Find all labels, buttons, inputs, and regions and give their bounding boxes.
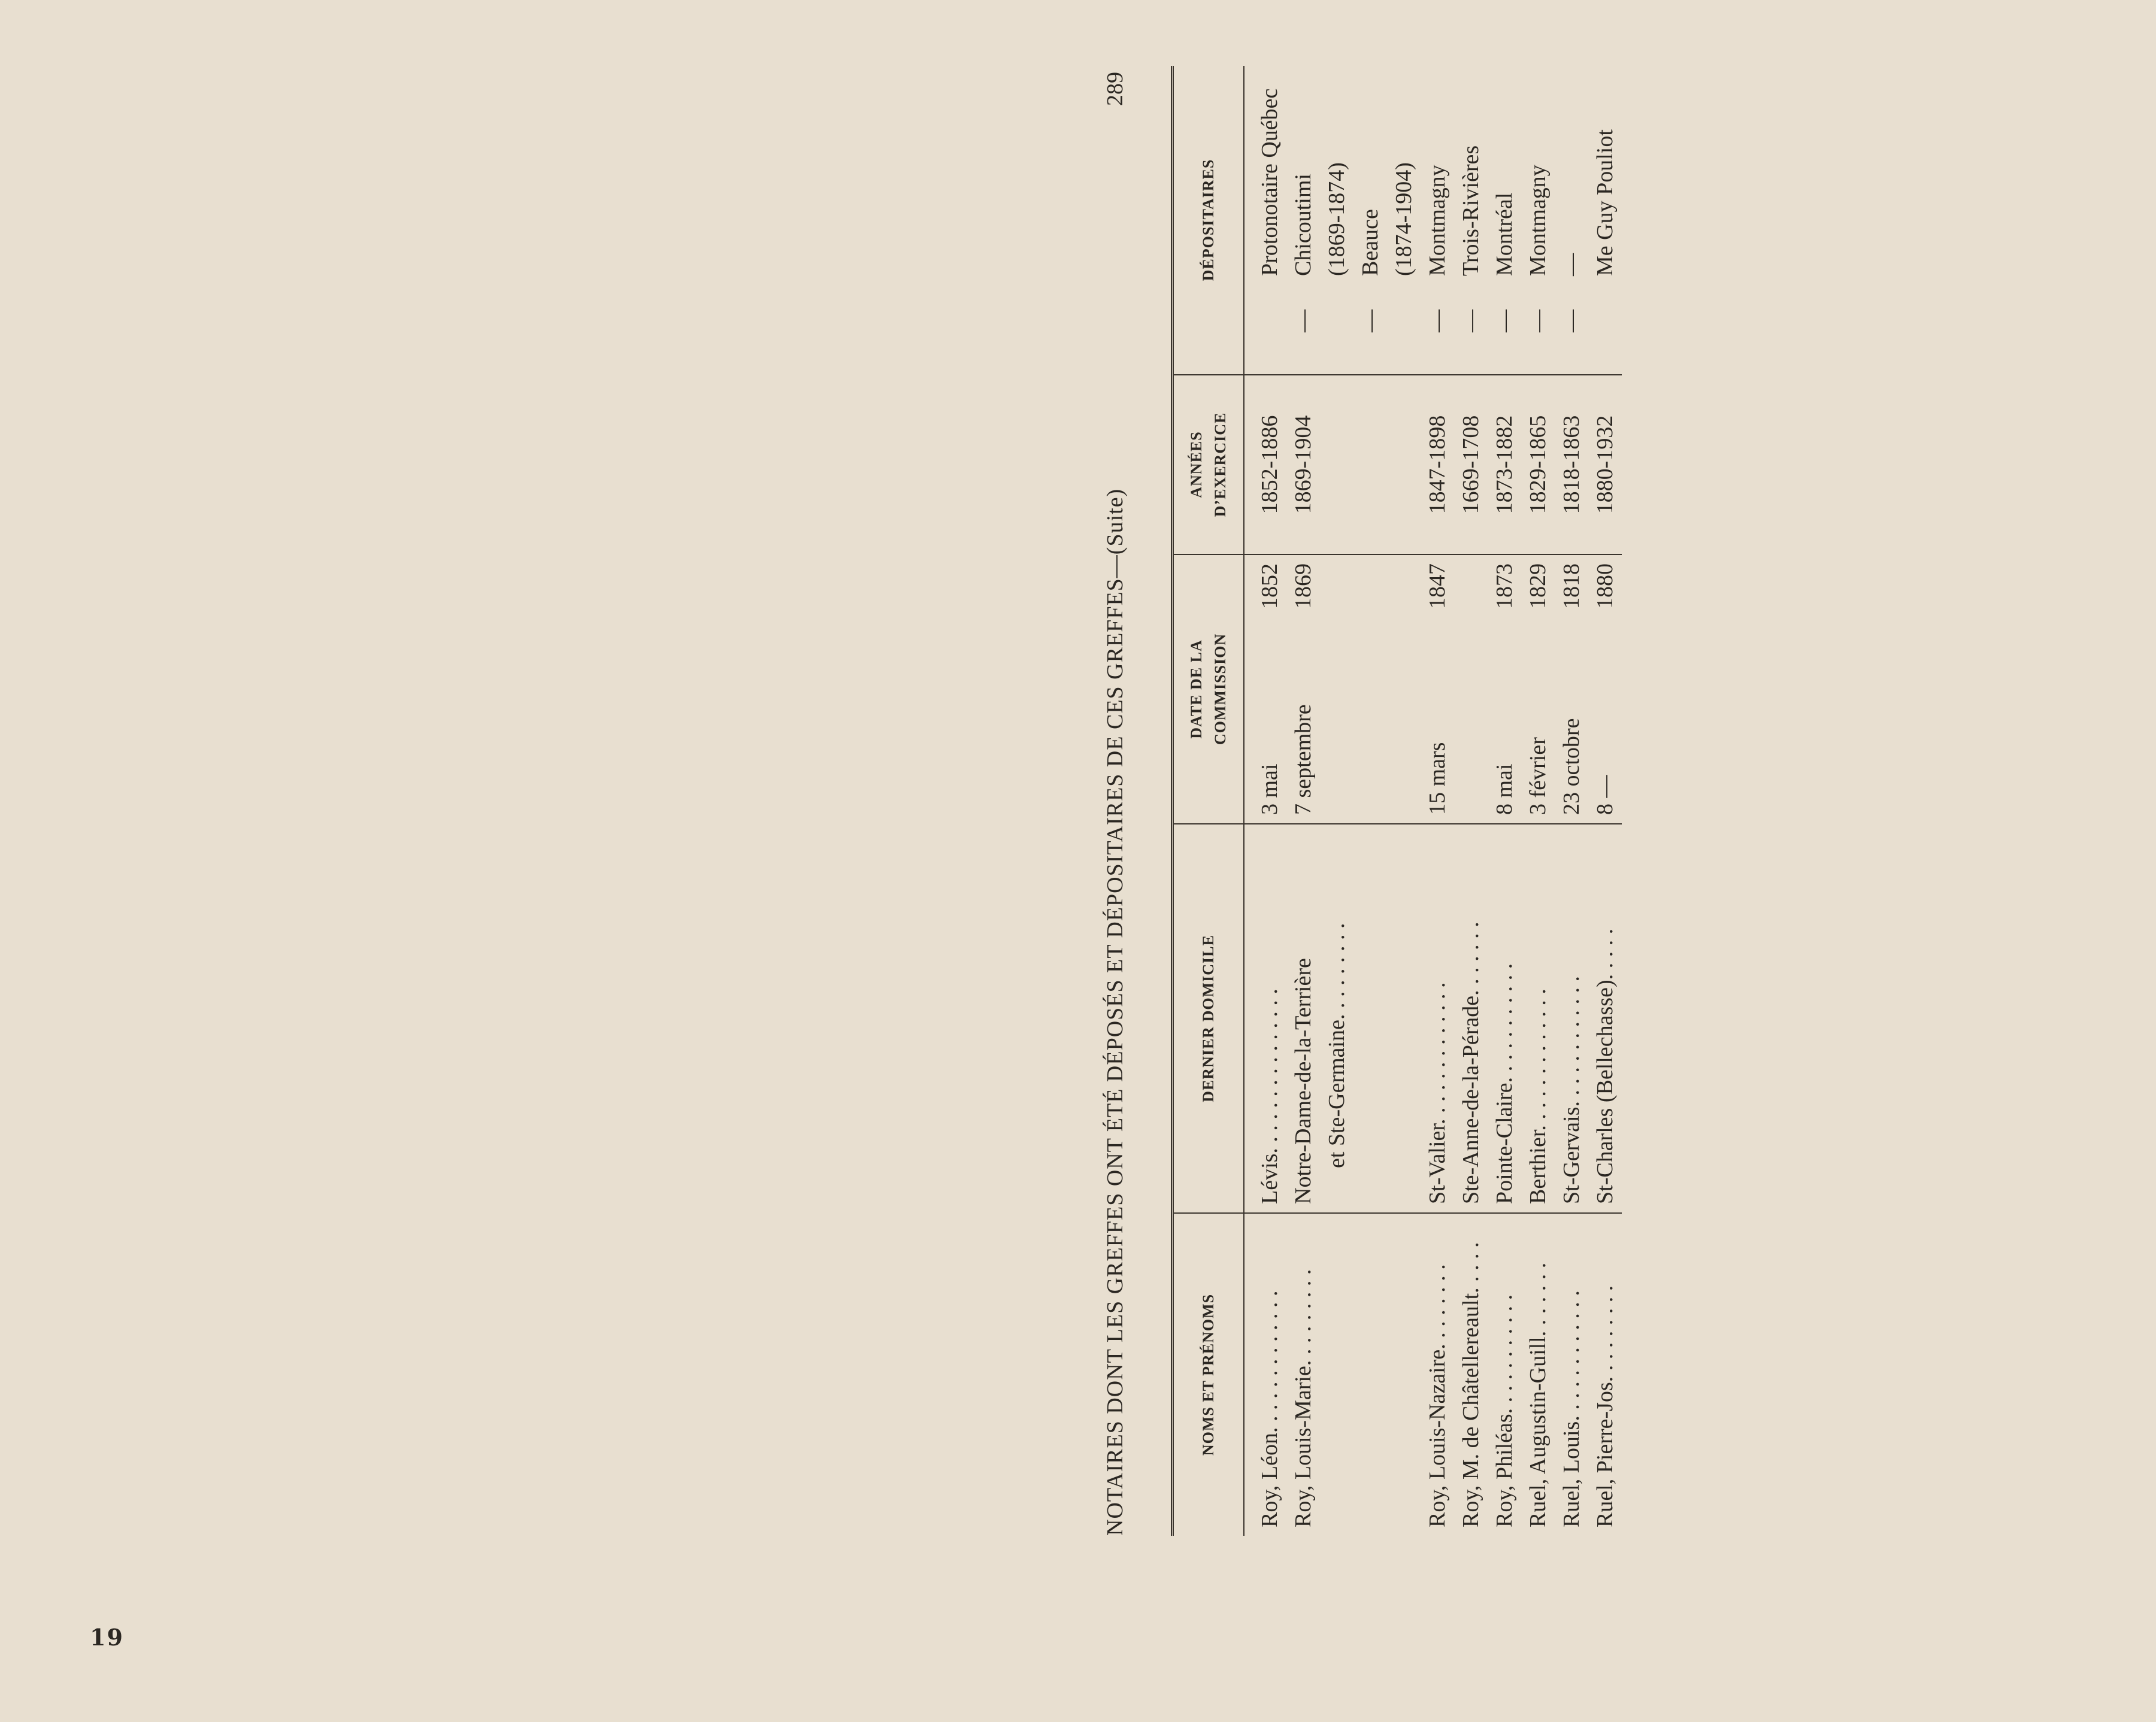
depositaire-cell (1421, 66, 1454, 375)
commission-date (1421, 563, 1454, 815)
commission-day-month: 8 — (1592, 775, 1618, 815)
depositaire-line: Montmagny (1425, 165, 1450, 276)
title-row (1102, 54, 1156, 1611)
commission-day-month: 23 octobre (1559, 718, 1584, 815)
years-cell: 1880-1932 (1588, 375, 1622, 554)
leader-dots: . . . . . . . . . . . . . (1525, 989, 1551, 1131)
years-cell: 1847-1898 (1421, 375, 1454, 554)
domicile-text-2: et Ste-Germaine (1324, 1020, 1349, 1168)
rotated-page-content (1102, 54, 2156, 1611)
depositaire-content (1555, 74, 1588, 366)
commission-date-cell (1421, 554, 1454, 824)
domicile-cell (1421, 824, 1454, 1213)
depositaire-line: Trois-Rivières (1458, 145, 1483, 276)
domicile-text: Ste-Anne-de-la-Pérade (1458, 995, 1483, 1204)
commission-date-cell (1488, 554, 1521, 824)
years-cell (1353, 375, 1421, 554)
name-cell (1521, 1213, 1555, 1536)
years-cell: 1818-1863 (1555, 375, 1588, 554)
depositaire-line: — (1559, 253, 1584, 276)
depositaire-line: (1874-1904) (1391, 162, 1416, 276)
commission-year: 1880 (1592, 563, 1618, 609)
domicile-text: Pointe-Claire (1492, 1083, 1517, 1204)
depositaire-content (1286, 74, 1353, 366)
notaries-table (1171, 66, 1622, 1536)
domicile-cell (1286, 824, 1353, 1213)
years-cell: 1869-1904 (1286, 375, 1353, 554)
name-text: Roy, Louis-Nazaire (1425, 1349, 1450, 1527)
depositaire-ditto (1253, 276, 1286, 366)
name-text: Roy, M. de Châtellereault (1458, 1293, 1483, 1527)
commission-date-cell (1353, 554, 1421, 824)
commission-date (1253, 563, 1286, 815)
domicile-text: St-Charles (Bellechasse) (1592, 980, 1618, 1204)
name-cell (1588, 1213, 1622, 1536)
domicile-cell (1488, 824, 1521, 1213)
name-cell (1555, 1213, 1588, 1536)
table-row (1488, 66, 1521, 1536)
domicile-text: St-Valier (1425, 1124, 1450, 1204)
header-row (1173, 66, 1244, 1536)
domicile-cell (1521, 824, 1555, 1213)
leader-dots: . . . . . (1458, 1242, 1483, 1293)
domicile-cell (1588, 824, 1622, 1213)
page-number-top: 289 (1103, 72, 1128, 106)
depositaire-lines (1454, 145, 1488, 276)
depositaire-line: (1869-1874) (1324, 162, 1349, 276)
depositaire-ditto: — (1525, 310, 1551, 332)
name-cell (1244, 1213, 1286, 1536)
leader-dots: . . . . . . . . . (1592, 1285, 1618, 1383)
depositaire-lines (1521, 165, 1555, 276)
commission-year: 1829 (1525, 563, 1551, 609)
header-domicile: DERNIER DOMICILE (1173, 824, 1244, 1213)
leader-dots: . . . . . . . (1458, 921, 1483, 996)
depositaire-cell (1588, 66, 1622, 375)
name-text: Ruel, Louis (1559, 1421, 1584, 1527)
domicile-text: Notre-Dame-de-la-Terrière (1291, 958, 1316, 1204)
page-number-bottom: 19 (90, 1624, 124, 1651)
years-cell: 1873-1882 (1488, 375, 1521, 554)
depositaire-line: Montréal (1492, 192, 1517, 276)
leader-dots: . . . . . . . . . (1291, 1269, 1316, 1366)
depositaire-cell (1488, 66, 1521, 375)
name-text: Ruel, Pierre-Jos (1592, 1382, 1618, 1527)
depositaire-ditto: — (1358, 310, 1383, 332)
depositaire-content (1353, 74, 1421, 366)
leader-dots: . . . . . (1592, 928, 1618, 980)
name-text: Roy, Philéas (1492, 1414, 1517, 1527)
years-cell: 1669-1708 (1454, 375, 1488, 554)
commission-date-cell (1244, 554, 1286, 824)
depositaire-cell (1244, 66, 1286, 375)
depositaire-lines (1286, 162, 1353, 276)
leader-dots: . . . . . . . . . . . . (1559, 1290, 1584, 1421)
leader-dots: . . . . . . . . . . . . (1559, 975, 1584, 1107)
commission-day-month: 7 septembre (1291, 704, 1316, 815)
header-name: NOMS ET PRÉNOMS (1173, 1213, 1244, 1536)
commission-year: 1873 (1492, 563, 1517, 609)
depositaire-content (1521, 74, 1555, 366)
header-date: DATE DE LA COMMISSION (1173, 554, 1244, 824)
commission-date (1588, 563, 1622, 815)
depositaire-content (1488, 74, 1521, 366)
domicile-text: Lévis (1257, 1153, 1282, 1204)
name-text: Roy, Léon (1257, 1433, 1282, 1527)
depositaire-ditto: — (1492, 310, 1517, 332)
commission-year: 1847 (1425, 563, 1450, 609)
commission-year: 1869 (1291, 563, 1316, 609)
leader-dots: . . . . . . . . . . . (1492, 963, 1517, 1083)
depositaire-lines (1555, 253, 1588, 276)
domicile-cell (1244, 824, 1286, 1213)
table-row (1521, 66, 1555, 1536)
table-row (1244, 66, 1286, 1536)
table-row (1286, 66, 1353, 1536)
commission-year: 1852 (1257, 563, 1282, 609)
depositaire-lines (1253, 89, 1286, 276)
domicile-continuation (1320, 833, 1353, 1204)
leader-dots: . . . . . . . (1525, 1262, 1551, 1337)
domicile-text: Berthier (1525, 1130, 1551, 1204)
depositaire-ditto: — (1425, 310, 1450, 332)
depositaire-line: Beauce (1358, 209, 1383, 276)
leader-dots: . . . . . . . . . . . . . . . (1257, 989, 1282, 1154)
header-depositaire: DÉPOSITAIRES (1173, 66, 1244, 375)
leader-dots: . . . . . . . . (1425, 1264, 1450, 1350)
name-cell (1286, 1213, 1353, 1536)
commission-date-cell (1588, 554, 1622, 824)
table-row (1421, 66, 1454, 1536)
depositaire-line: Montmagny (1525, 165, 1551, 276)
commission-date (1521, 563, 1555, 815)
depositaire-lines (1421, 165, 1454, 276)
leader-dots: . . . . . . . . . . . . . (1425, 982, 1450, 1125)
commission-day-month: 8 mai (1492, 763, 1517, 815)
name-cell (1454, 1213, 1488, 1536)
commission-day-month: 15 mars (1425, 742, 1450, 815)
commission-day-month: 3 février (1525, 737, 1551, 815)
depositaire-cell (1454, 66, 1488, 375)
depositaire-ditto: — (1559, 310, 1584, 332)
domicile-cell (1353, 824, 1421, 1213)
domicile-cell (1555, 824, 1588, 1213)
commission-date-cell (1454, 554, 1488, 824)
depositaire-ditto: — (1458, 310, 1483, 332)
leader-dots: . . . . . . . . . . . . . (1257, 1290, 1282, 1433)
domicile-cell (1454, 824, 1488, 1213)
commission-date (1555, 563, 1588, 815)
depositaire-lines (1353, 162, 1421, 276)
table-row (1555, 66, 1588, 1536)
name-cell (1488, 1213, 1521, 1536)
name-text: Roy, Louis-Marie (1291, 1366, 1316, 1527)
depositaire-content (1588, 74, 1622, 366)
depositaire-cell (1521, 66, 1555, 375)
table-row (1454, 66, 1488, 1536)
commission-date-cell (1286, 554, 1353, 824)
depositaire-line: Chicoutimi (1291, 174, 1316, 276)
table-row (1588, 66, 1622, 1536)
depositaire-content (1454, 74, 1488, 366)
commission-year: 1818 (1559, 563, 1584, 609)
depositaire-ditto: — (1291, 310, 1316, 332)
name-cell (1421, 1213, 1454, 1536)
page-title: NOTAIRES DONT LES GREFFES ONT ÉTÉ DÉPOSÉS ET DÉPOSITAIRES DE CES GREFFES—(Suite) (1103, 488, 1128, 1536)
commission-day-month: 3 mai (1257, 763, 1282, 815)
domicile-text: St-Gervais (1559, 1106, 1584, 1204)
commission-date (1286, 563, 1320, 815)
table-row (1353, 66, 1421, 1536)
years-cell: 1852-1886 (1244, 375, 1286, 554)
name-text: Ruel, Augustin-Guill (1525, 1336, 1551, 1527)
depositaire-line: Me Guy Pouliot (1592, 129, 1618, 276)
depositaire-cell (1286, 66, 1353, 375)
commission-date (1488, 563, 1521, 815)
depositaire-ditto (1588, 276, 1622, 366)
depositaire-cell (1555, 66, 1588, 375)
name-cell (1353, 1213, 1421, 1536)
years-cell: 1829-1865 (1521, 375, 1555, 554)
depositaire-lines (1488, 193, 1521, 276)
commission-date-cell (1555, 554, 1588, 824)
commission-date-cell (1521, 554, 1555, 824)
depositaire-cell (1353, 66, 1421, 375)
depositaire-lines (1588, 129, 1622, 276)
depositaire-content (1421, 74, 1454, 366)
leader-dots: . . . . . . . . . . . (1492, 1294, 1517, 1414)
depositaire-line: Protonotaire Québec (1257, 88, 1282, 276)
depositaire-content (1253, 74, 1286, 366)
leader-dots: . . . . . . . . . (1324, 923, 1349, 1020)
header-years: ANNÉES D’EXERCICE (1173, 375, 1244, 554)
